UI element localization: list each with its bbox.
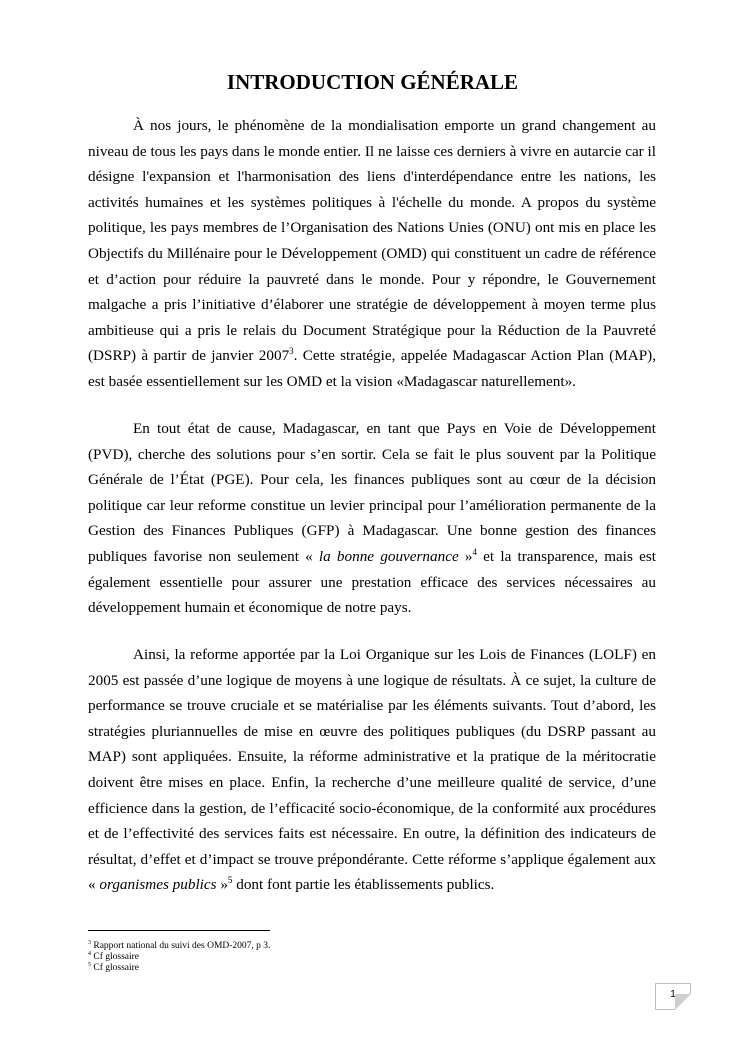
footnote-ref-4: 4 — [472, 546, 477, 557]
footnote-4: $^4$ Cf glossaire — [88, 950, 140, 962]
paragraph-3-quote-close: » — [216, 876, 228, 894]
paragraph-2 — [88, 416, 656, 621]
footnote-ref-5: 5 — [227, 875, 233, 886]
footnote-separator — [88, 930, 270, 931]
paragraph-1-text-b: . Cette stratégie, appelée Madagascar Action Plan (MAP), est basée essentiellement sur les OMD et la vision «Madagascar naturellement». — [88, 347, 656, 390]
page-number: 1 — [670, 989, 676, 1000]
paragraph-2-emphasis: la bonne gouvernance — [318, 547, 459, 565]
page-number-box — [655, 983, 691, 1010]
footnote-3: $^3$ Rapport national du suivi des OMD-2007, p 3. — [88, 939, 271, 951]
page-title: INTRODUCTION GÉNÉRALE — [226, 70, 519, 94]
paragraph-2-text-a: En tout état de cause, Madagascar, en tant que Pays en Voie de Développement (PVD), cherche des solutions pour s’en sortir. Cela se fait le plus souvent par la Politique Générale de l’État (PGE). Pour cela, les finances publiques sont au cœur de la décision politique car leur reforme constitue un levier principal pour l’amélioration permanente de la Gestion des Finances Publiques (GFP) à Madagascar. Une bonne gestion des finances publiques favorise non seulement « — [88, 420, 656, 565]
paragraph-3 — [88, 642, 656, 898]
paragraph-1 — [88, 113, 656, 395]
paragraph-3-emphasis: organismes publics — [99, 876, 217, 894]
footnotes — [88, 941, 270, 974]
paragraph-2-text-b: et la transparence, mais est également essentielle pour assurer une prestation efficace des services nécessaires au développement humain et économique de notre pays. — [88, 547, 656, 617]
paragraph-3-text-a: Ainsi, la reforme apportée par la Loi Organique sur les Lois de Finances (LOLF) en 2005 est passée d’une logique de moyens à une logique de résultats. À ce sujet, la culture de performance se trouve cruciale et se matérialise par les éléments suivants. Tout d’abord, les stratégies pluriannuelles de mise en œuvre des politiques publiques (du DSRP passant au MAP) sont appliquées. Ensuite, la réforme administrative et la pratique de la méritocratie doivent être mises en place. Enfin, la recherche d’une meilleure qualité de service, d’une efficience dans la gestion, de l’efficacité socio-économique, de la conformité aux procédures et de l’effectivité des services faits est nécessaire. En outre, la définition des indicateurs de résultat, d’effet et d’impact se trouve prépondérante. Cette réforme s’applique également aux « — [88, 646, 656, 894]
footnote-ref-3: 3 — [289, 346, 294, 357]
page-curl-icon — [675, 994, 691, 1010]
paragraph-2-quote-close: » — [458, 547, 473, 565]
paragraph-1-text-a: À nos jours, le phénomène de la mondialisation emporte un grand changement au niveau de tous les pays dans le monde entier. Il ne laisse ces derniers à vivre en autarcie car il désigne l'expansion et l'harmonisation des liens d'interdépendance entre les nations, les activités humaines et les systèmes politiques à l'échelle du monde. A propos du système politique, les pays membres de l’Organisation des Nations Unies (ONU) ont mis en place les Objectifs du Millénaire pour le Développement (OMD) qui constituent un cadre de référence et d’action pour réduire la pauvreté dans le monde. Pour y répondre, le Gouvernement malgache a pris l’initiative d’élaborer une stratégie de développement à moyen terme plus ambitieuse qui a pris le relais du Document Stratégique pour la Réduction de la Pauvreté (DSRP) à partir de janvier 2007 — [88, 117, 656, 365]
footnote-5: $^5$ Cf glossaire — [88, 961, 140, 973]
paragraph-3-text-b: dont font partie les établissements publics. — [232, 876, 495, 894]
